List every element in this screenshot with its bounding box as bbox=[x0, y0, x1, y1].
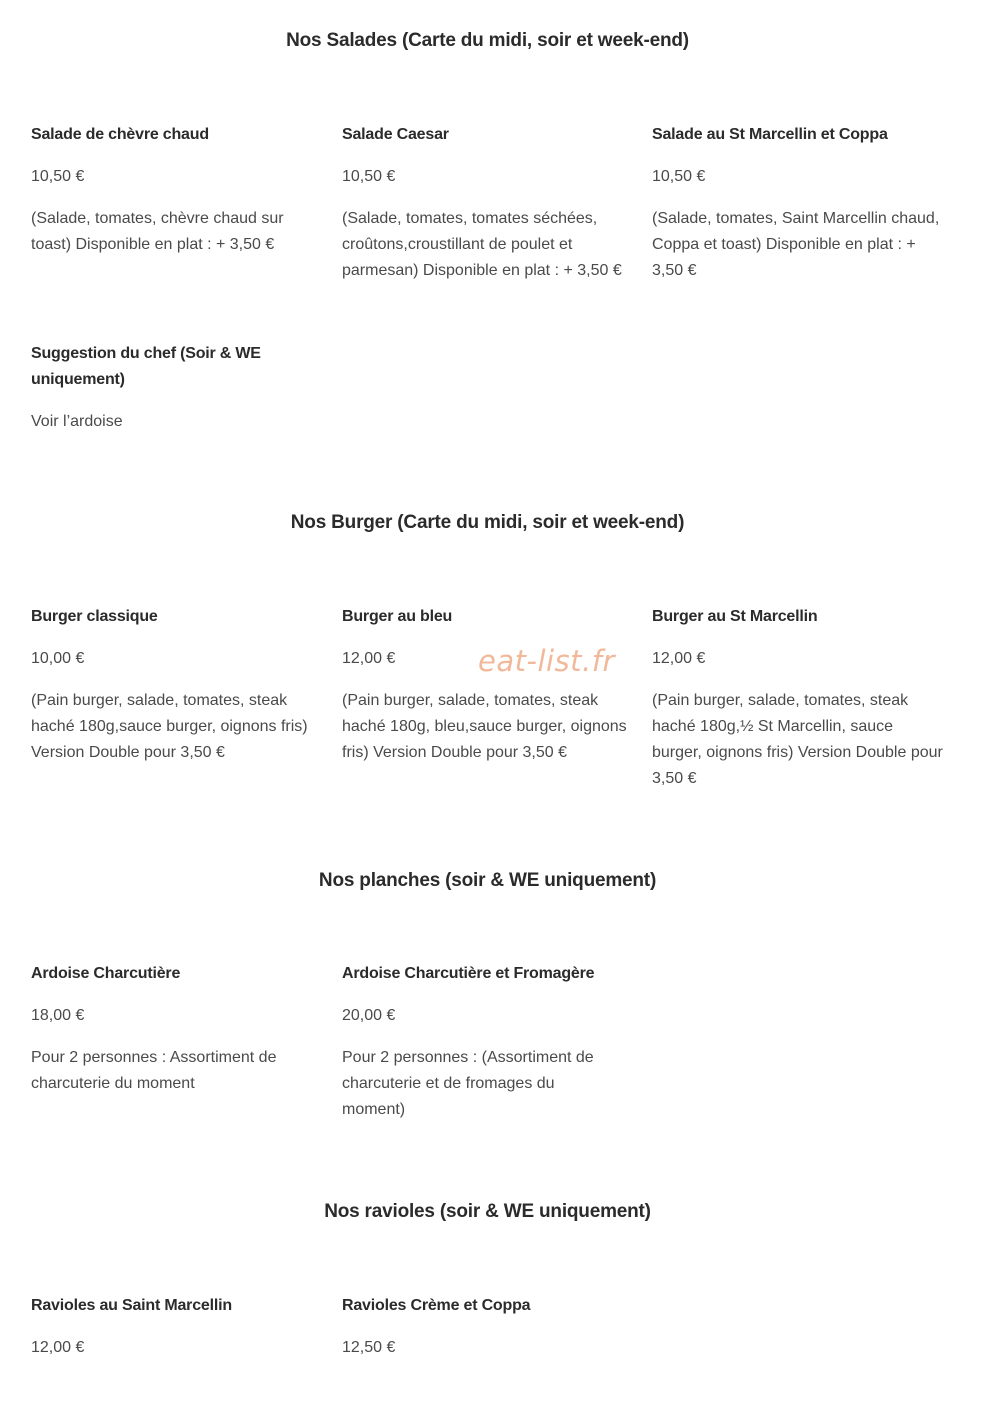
item-description: (Pain burger, salade, tomates, steak haché 180g,sauce burger, oignons fris) Version Double pour 3,50 € bbox=[31, 692, 308, 761]
item-description: (Salade, tomates, Saint Marcellin chaud, Coppa et toast) Disponible en plat : + 3,50 € bbox=[652, 210, 940, 279]
item-price: 20,00 € bbox=[342, 1007, 396, 1024]
menu-item-salade-st-marcellin-coppa bbox=[652, 122, 944, 284]
section-title-planches: Nos planches (soir & WE uniquement) bbox=[318, 870, 657, 891]
menu-item-burger-au-bleu bbox=[342, 604, 634, 766]
item-description: (Salade, tomates, tomates séchées, croûtons,croustillant de poulet et parmesan) Disponible en plat : + 3,50 € bbox=[342, 210, 622, 279]
item-name: Salade de chèvre chaud bbox=[31, 126, 209, 143]
item-description: (Pain burger, salade, tomates, steak haché 180g, bleu,sauce burger, oignons fris) Version Double pour 3,50 € bbox=[342, 692, 627, 761]
item-name: Salade Caesar bbox=[342, 126, 449, 143]
item-name: Burger au St Marcellin bbox=[652, 608, 818, 625]
item-name: Ravioles au Saint Marcellin bbox=[31, 1297, 232, 1314]
item-price: Voir l’ardoise bbox=[31, 413, 123, 430]
section-title-ravioles: Nos ravioles (soir & WE uniquement) bbox=[324, 1201, 651, 1222]
watermark-logo: eat-list.fr bbox=[478, 644, 615, 678]
item-price: 12,00 € bbox=[652, 650, 706, 667]
item-name: Burger classique bbox=[31, 608, 158, 625]
item-description: Pour 2 personnes : Assortiment de charcuterie du moment bbox=[31, 1049, 277, 1092]
menu-item-burger-classique bbox=[31, 604, 323, 766]
item-name: Ardoise Charcutière bbox=[31, 965, 181, 982]
item-name: Ravioles Crème et Coppa bbox=[342, 1297, 531, 1314]
menu-item-ardoise-charcutiere-fromagere bbox=[342, 961, 622, 1123]
section-title-burger: Nos Burger (Carte du midi, soir et week-end) bbox=[290, 512, 685, 533]
item-price: 12,50 € bbox=[342, 1339, 396, 1356]
item-price: 10,00 € bbox=[31, 650, 85, 667]
section-title-salades: Nos Salades (Carte du midi, soir et week-end) bbox=[286, 30, 689, 51]
menu-item-ravioles-saint-marcellin bbox=[31, 1293, 323, 1361]
item-price: 10,50 € bbox=[31, 168, 85, 185]
item-price: 10,50 € bbox=[652, 168, 706, 185]
item-description: Pour 2 personnes : (Assortiment de charcuterie et de fromages du moment) bbox=[342, 1049, 594, 1118]
menu-item-ravioles-creme-coppa bbox=[342, 1293, 634, 1361]
menu-item-salade-chevre-chaud bbox=[31, 122, 323, 258]
item-price: 12,00 € bbox=[31, 1339, 85, 1356]
menu-item-salade-caesar bbox=[342, 122, 634, 284]
item-name: Salade au St Marcellin et Coppa bbox=[652, 126, 888, 143]
item-description: (Salade, tomates, chèvre chaud sur toast) Disponible en plat : + 3,50 € bbox=[31, 210, 284, 253]
menu-item-burger-st-marcellin bbox=[652, 604, 944, 792]
menu-item-suggestion-du-chef bbox=[31, 341, 291, 435]
item-description: (Pain burger, salade, tomates, steak haché 180g,½ St Marcellin, sauce burger, oignons fris) Version Double pour 3,50 € bbox=[652, 692, 943, 787]
item-price: 10,50 € bbox=[342, 168, 396, 185]
item-name: Burger au bleu bbox=[342, 608, 453, 625]
menu-item-ardoise-charcutiere bbox=[31, 961, 323, 1097]
item-price: 18,00 € bbox=[31, 1007, 85, 1024]
item-name: Ardoise Charcutière et Fromagère bbox=[342, 965, 595, 982]
item-name: Suggestion du chef (Soir & WE uniquement) bbox=[31, 345, 261, 388]
item-price: 12,00 € bbox=[342, 650, 396, 667]
